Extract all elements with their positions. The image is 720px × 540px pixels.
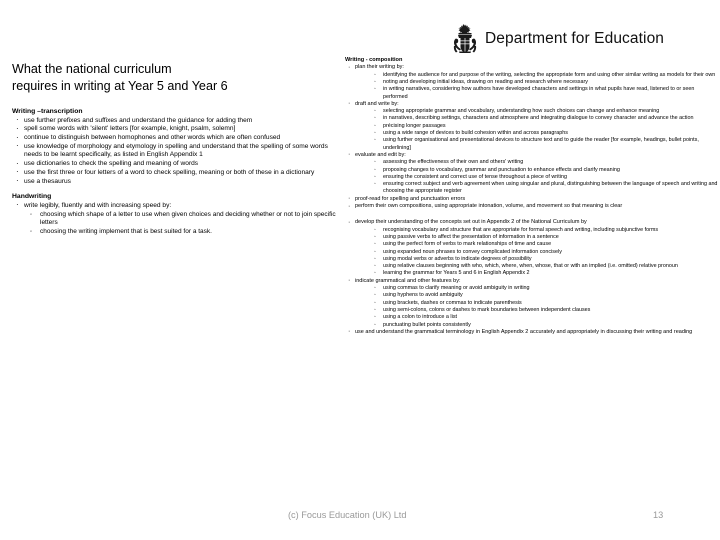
list-item	[345, 167, 720, 174]
bullet-text: ◦ using relative clauses beginning with who, which, where, when, whose, that or with an implied (i.e. omitted) relative pronoun	[383, 263, 720, 270]
bullet-text: ◦ using passive verbs to affect the presentation of information in a sentence	[383, 234, 720, 241]
bullet-text: ◦ selecting appropriate grammar and vocabulary, understanding how such choices can change and enhance meaning	[383, 108, 720, 115]
indicate-features-bullet-list	[345, 285, 720, 329]
section-heading-transcription: Writing –transcription	[12, 108, 83, 115]
bullet-text: ◦ ensuring the consistent and correct use of tense throughout a piece of writing	[383, 174, 720, 181]
bullet-text: ◦ in narratives, describing settings, characters and atmosphere and integrating dialogue to convey character and advance the action	[383, 115, 720, 122]
dfe-logo	[452, 24, 664, 54]
list-item	[12, 143, 342, 160]
bullet-text: ◦ using a colon to introduce a list	[383, 314, 720, 321]
list-item	[345, 137, 720, 152]
list-item	[345, 79, 720, 86]
bullet-text: ◦ noting and developing initial ideas, drawing on reading and research where necessary	[383, 79, 720, 86]
bullet-text: · write legibly, fluently and with increasing speed by:	[24, 202, 342, 211]
page-title	[12, 61, 342, 94]
bullet-text: · continue to distinguish between homophones and other words which are often confused	[24, 134, 342, 143]
list-item	[345, 234, 720, 241]
bullet-text: · spell some words with 'silent' letters [for example, knight, psalm, solemn]	[24, 125, 342, 134]
transcription-bullet-list	[12, 117, 342, 187]
bullet-text: ◦ using modal verbs or adverbs to indicate degrees of possibility	[383, 256, 720, 263]
footer-page-number: 13	[653, 510, 664, 520]
draft-bullet-list	[345, 108, 720, 152]
list-item	[345, 72, 720, 79]
evaluate-bullet-list	[345, 159, 720, 195]
list-item	[345, 115, 720, 122]
list-item	[345, 174, 720, 181]
page-title-line-2: requires in writing at Year 5 and Year 6	[12, 78, 228, 93]
list-item	[345, 86, 720, 101]
list-item	[12, 117, 342, 126]
bullet-text: ◦ proposing changes to vocabulary, grammar and punctuation to enhance effects and clarify meaning	[383, 167, 720, 174]
list-item	[345, 307, 720, 314]
bullet-text: ◦ using the perfect form of verbs to mark relationships of time and cause	[383, 241, 720, 248]
list-item	[345, 123, 720, 130]
page-title-line-1: What the national curriculum	[12, 62, 172, 76]
list-item	[345, 241, 720, 248]
list-item	[345, 263, 720, 270]
line-proof-read: · proof-read for spelling and punctuation errors	[345, 196, 720, 203]
section-spacer	[12, 186, 342, 193]
line-grammatical-terminology: · use and understand the grammatical terminology in English Appendix 2 accurately and appropriately in discussing their writing and reading	[345, 329, 720, 336]
list-item	[345, 227, 720, 234]
bullet-text: ◦ recognising vocabulary and structure that are appropriate for formal speech and writing, including subjunctive forms	[383, 227, 720, 234]
left-column	[12, 108, 342, 237]
list-item	[345, 108, 720, 115]
dfe-logo-text: Department for Education	[485, 30, 665, 47]
subsection-heading-evaluate: · evaluate and edit by:	[345, 152, 720, 159]
bullet-text: ◦ using semi-colons, colons or dashes to mark boundaries between independent clauses	[383, 307, 720, 314]
list-item	[12, 160, 342, 169]
list-item	[12, 228, 342, 237]
bullet-text: · use dictionaries to check the spelling and meaning of words	[24, 160, 342, 169]
list-item	[345, 300, 720, 307]
develop-understanding-bullet-list	[345, 227, 720, 278]
bullet-text: ◦ punctuating bullet points consistently	[383, 322, 720, 329]
list-item	[345, 314, 720, 321]
list-item	[12, 178, 342, 187]
section-spacer	[345, 210, 720, 219]
list-item	[12, 202, 342, 211]
bullet-text: ◦ assessing the effectiveness of their own and others' writing	[383, 159, 720, 166]
list-item	[345, 130, 720, 137]
bullet-text: ◦ using hyphens to avoid ambiguity	[383, 292, 720, 299]
line-perform-compositions: · perform their own compositions, using appropriate intonation, volume, and movement so that meaning is clear	[345, 203, 720, 210]
subsection-heading-indicate-features: · indicate grammatical and other features by:	[345, 278, 720, 285]
footer-copyright: (c) Focus Education (UK) Ltd	[288, 510, 407, 520]
list-item	[345, 159, 720, 166]
bullet-text: ◦ précising longer passages	[383, 123, 720, 130]
bullet-text: ◦ using expanded noun phrases to convey complicated information concisely	[383, 249, 720, 256]
list-item	[12, 125, 342, 134]
list-item	[345, 322, 720, 329]
bullet-text: ◦ choosing which shape of a letter to use when given choices and deciding whether or not to join specific letters	[40, 211, 342, 228]
handwriting-sub-bullet-list	[12, 211, 342, 237]
list-item	[345, 285, 720, 292]
royal-coat-of-arms-icon	[452, 24, 478, 54]
bullet-text: ◦ identifying the audience for and purpose of the writing, selecting the appropriate form and using other similar writing as models for their own	[383, 72, 720, 79]
bullet-text: · use the first three or four letters of a word to check spelling, meaning or both of these in a dictionary	[24, 169, 342, 178]
list-item	[12, 211, 342, 228]
bullet-text: ◦ using brackets, dashes or commas to indicate parenthesis	[383, 300, 720, 307]
bullet-text: ◦ in writing narratives, considering how authors have developed characters and settings in what pupils have read, listened to or seen performed	[383, 86, 720, 101]
bullet-text: ◦ choosing the writing implement that is best suited for a task.	[40, 228, 342, 237]
list-item	[345, 181, 720, 196]
bullet-text: · use further prefixes and suffixes and understand the guidance for adding them	[24, 117, 342, 126]
bullet-text: ◦ learning the grammar for Years 5 and 6 in English Appendix 2	[383, 270, 720, 277]
bullet-text: ◦ using a wide range of devices to build cohesion within and across paragraphs	[383, 130, 720, 137]
bullet-text: ◦ ensuring correct subject and verb agreement when using singular and plural, distinguishing between the language of speech and writing and choosing the appropriate register	[383, 181, 720, 196]
bullet-text: ◦ using commas to clarify meaning or avoid ambiguity in writing	[383, 285, 720, 292]
right-column	[345, 57, 720, 336]
list-item	[12, 169, 342, 178]
bullet-text: · use knowledge of morphology and etymology in spelling and understand that the spelling of some words needs to be learnt specifically, as listed in English Appendix 1	[24, 143, 342, 160]
handwriting-bullet-list	[12, 202, 342, 211]
list-item	[345, 256, 720, 263]
section-heading-composition: Writing - composition	[345, 57, 403, 63]
list-item	[345, 292, 720, 299]
list-item	[12, 134, 342, 143]
list-item	[345, 249, 720, 256]
section-heading-handwriting: Handwriting	[12, 193, 52, 201]
subsection-heading-plan: · plan their writing by:	[345, 64, 720, 71]
subsection-heading-develop-understanding: · develop their understanding of the concepts set out in Appendix 2 of the National Curriculum by	[345, 219, 720, 226]
plan-bullet-list	[345, 72, 720, 101]
bullet-text: ◦ using further organisational and presentational devices to structure text and to guide the reader [for example, headings, bullet points, underlining]	[383, 137, 720, 152]
list-item	[345, 270, 720, 277]
subsection-heading-draft: · draft and write by:	[345, 101, 720, 108]
bullet-text: · use a thesaurus	[24, 178, 342, 187]
